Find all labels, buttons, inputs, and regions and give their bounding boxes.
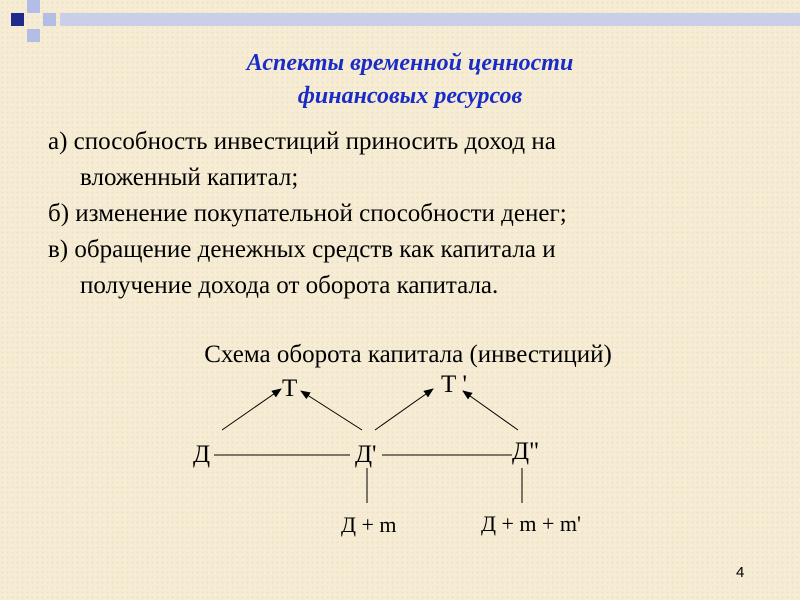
aspect-b-line-1: б) изменение покупательной способности денег; xyxy=(48,200,567,227)
aspect-c-line-1: в) обращение денежных средств как капитала и xyxy=(48,236,556,263)
aspect-a-line-1: а) способность инвестиций приносить доход на xyxy=(48,128,556,155)
node-d-prime: Д' xyxy=(355,441,377,468)
aspect-a-line-2: вложенный капитал; xyxy=(80,164,299,191)
arrow-d2-to-t1 xyxy=(463,391,518,430)
node-t: Т xyxy=(282,375,298,402)
node-t-prime: Т ' xyxy=(441,371,468,398)
arrow-d1-to-t xyxy=(301,391,362,430)
title-line-1: Аспекты временной ценности xyxy=(246,50,574,76)
node-d-plus-m: Д + m xyxy=(341,512,397,537)
node-d-plus-m-plus-m-prime: Д + m + m' xyxy=(481,511,582,536)
aspect-c-line-2: получение дохода от оборота капитала. xyxy=(80,272,499,299)
page-number: 4 xyxy=(736,564,745,581)
diagram-caption: Схема оборота капитала (инвестиций) xyxy=(204,341,612,368)
title-line-2: финансовых ресурсов xyxy=(297,83,523,109)
arrow-d1-to-t1 xyxy=(375,389,433,430)
node-d: Д xyxy=(193,441,211,468)
node-d-double-prime: Д" xyxy=(512,438,540,465)
arrow-d-to-t xyxy=(222,389,281,430)
